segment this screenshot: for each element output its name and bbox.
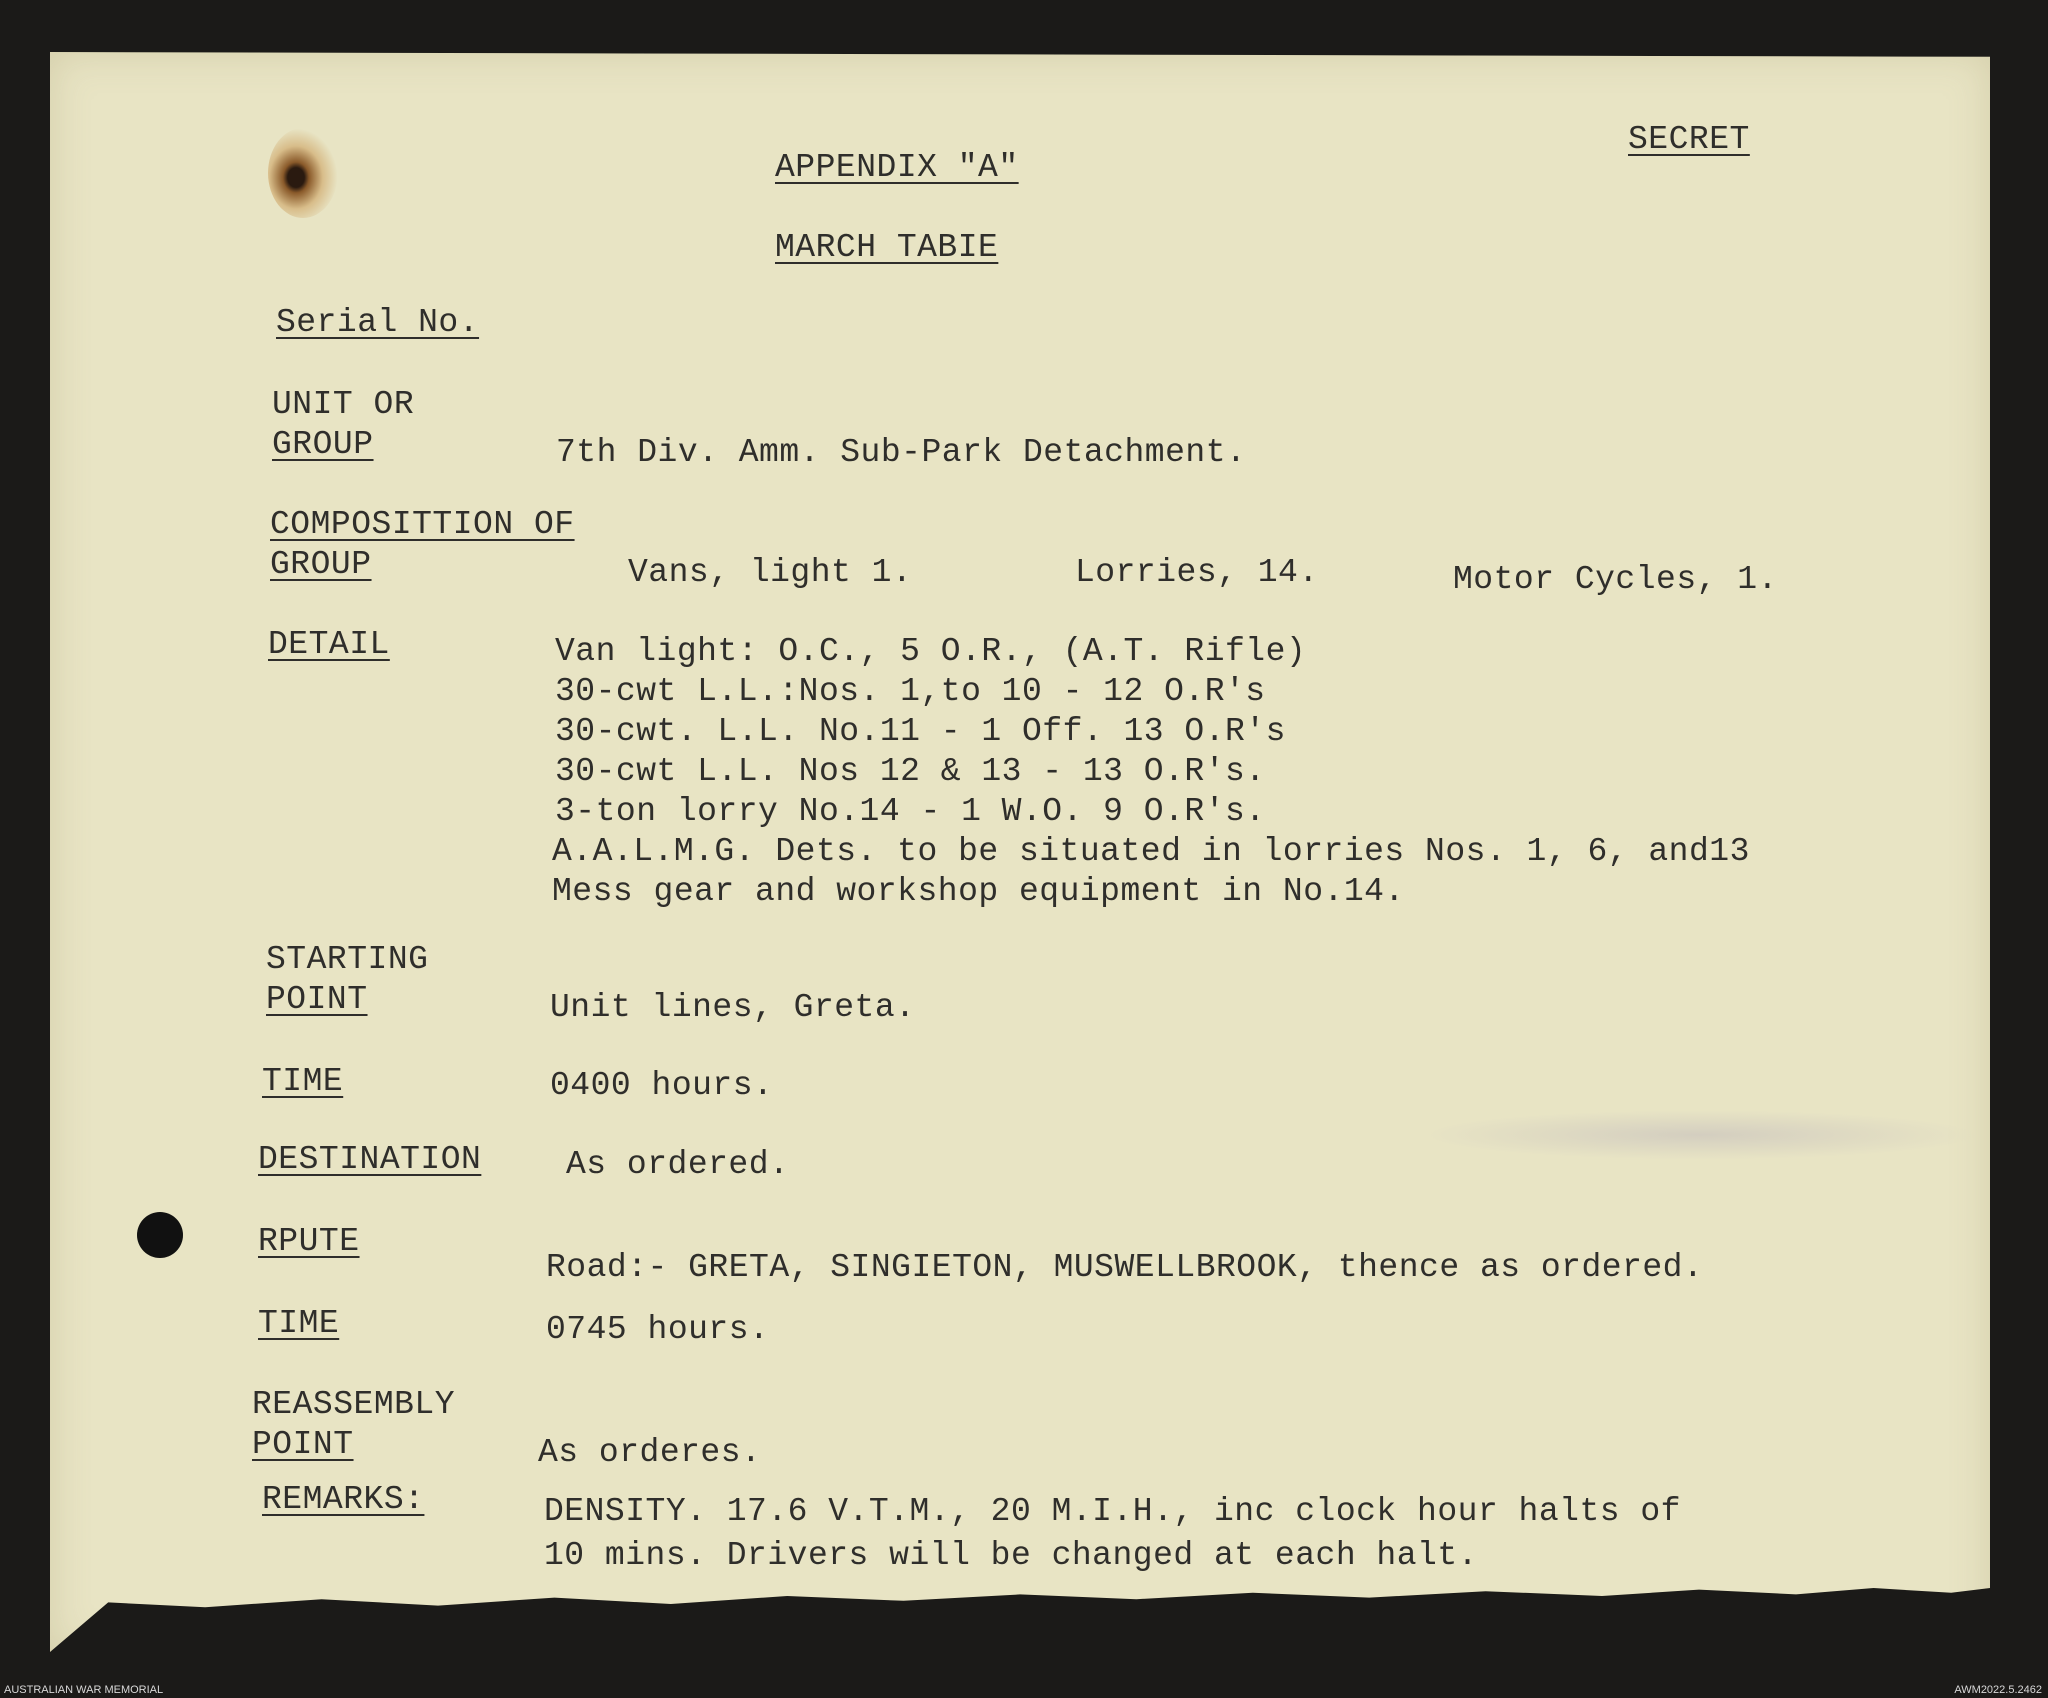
starting-label-line1: STARTING [266,941,429,978]
composition-label-line1: COMPOSITTION OF [270,506,575,543]
time-value: 0745 hours. [546,1311,770,1348]
punch-hole [137,1212,183,1258]
remarks-label: REMARKS: [262,1481,425,1518]
detail-line: 30-cwt. L.L. No.11 - 1 Off. 13 O.R's [555,713,1286,750]
unit-value: 7th Div. Amm. Sub-Park Detachment. [556,434,1247,471]
archive-reference: AWM2022.5.2462 [1954,1684,2042,1696]
time-value: 0400 hours. [550,1067,774,1104]
destination-label: DESTINATION [258,1141,482,1178]
archive-credit: AUSTRALIAN WAR MEMORIAL [4,1684,164,1696]
time-label: TIME [262,1063,344,1100]
secret-marking: SECRET [1628,121,1750,158]
detail-line: 3-ton lorry No.14 - 1 W.O. 9 O.R's. [555,793,1266,830]
unit-label-line2: GROUP [272,426,374,463]
detail-line: 30-cwt L.L.:Nos. 1,to 10 - 12 O.R's [555,673,1266,710]
reassembly-label-line1: REASSEMBLY [252,1386,456,1423]
detail-line: A.A.L.M.G. Dets. to be situated in lorries Nos. 1, 6, and13 [552,833,1750,870]
reassembly-value: As orderes. [538,1434,762,1471]
detail-label: DETAIL [268,626,390,663]
composition-vans: Vans, light 1. [628,554,913,591]
detail-line: 30-cwt L.L. Nos 12 & 13 - 13 O.R's. [555,753,1266,790]
unit-label-line1: UNIT OR [272,386,415,423]
time-label: TIME [258,1305,340,1342]
serial-label: Serial No. [276,304,480,341]
remarks-line: DENSITY. 17.6 V.T.M., 20 M.I.H., inc clock hour halts of [544,1493,1681,1530]
destination-value: As ordered. [566,1146,790,1183]
composition-motor-cycles: Motor Cycles, 1. [1453,561,1778,598]
burn-mark [268,128,338,218]
remarks-line: 10 mins. Drivers will be changed at each halt. [544,1537,1478,1574]
appendix-heading: APPENDIX "A" [775,149,1019,186]
ink-smudge [1420,1110,1980,1160]
reassembly-label-line2: POINT [252,1426,354,1463]
starting-value: Unit lines, Greta. [550,989,916,1026]
detail-line: Mess gear and workshop equipment in No.14. [552,873,1405,910]
composition-label-line2: GROUP [270,546,372,583]
route-value: Road:- GRETA, SINGIETON, MUSWELLBROOK, thence as ordered. [546,1249,1704,1286]
route-label: RPUTE [258,1223,360,1260]
march-table-title: MARCH TABIE [775,229,999,266]
composition-lorries: Lorries, 14. [1075,554,1319,591]
detail-line: Van light: O.C., 5 O.R., (A.T. Rifle) [555,633,1307,670]
starting-label-line2: POINT [266,981,368,1018]
